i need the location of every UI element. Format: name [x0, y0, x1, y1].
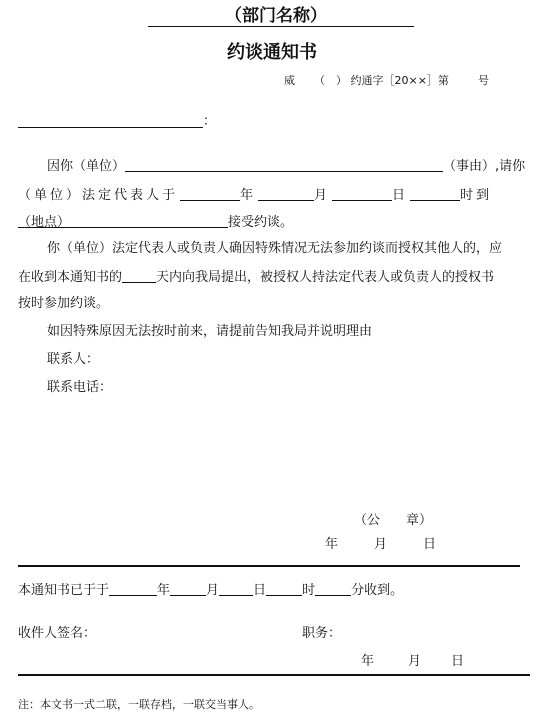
body-para3: 如因特殊原因无法按时前来，请提前告知我局并说明理由: [47, 324, 373, 339]
para2-l2b: 天内向我局提出，被授权人持法定代表人或负责人的授权书: [156, 270, 495, 285]
p1-start: 因你（单位）: [47, 159, 126, 174]
divider-bottom: [18, 674, 530, 676]
document-title: 约谈通知书: [227, 42, 317, 63]
receipt-signer-label: 收件人签名：: [18, 626, 97, 641]
receipt-month: 月: [206, 583, 220, 598]
body-para2-line2: [18, 268, 494, 286]
seal-label: （公 章）: [354, 513, 433, 528]
doc-no-prefix: 威: [284, 74, 295, 87]
receipt-hour-blank: [266, 581, 302, 596]
receipt-year: 年: [157, 583, 171, 598]
document-number: [284, 74, 489, 88]
body-line-2: [18, 186, 492, 204]
days-blank: [122, 268, 156, 283]
doc-no-mid: 约通字［20××］第: [350, 74, 449, 87]
seal-day: 日: [423, 537, 437, 552]
month-blank: [258, 186, 314, 201]
receipt-position-label: 职务：: [302, 626, 342, 641]
receipt-date: [361, 654, 464, 670]
receipt-date-day: 日: [451, 654, 465, 669]
divider-top: [18, 565, 520, 567]
department-underline: [148, 26, 414, 27]
p2-hour: 时到: [460, 188, 493, 203]
body-para2-line1: 你（单位）法定代表人或负责人确因特殊情况无法参加约谈而授权其他人的，应: [47, 241, 503, 256]
year-blank: [180, 186, 240, 201]
body-line-3: [18, 213, 293, 231]
contact-phone-label: 联系电话：: [47, 380, 113, 395]
receipt-minute-blank: [315, 581, 351, 596]
receipt-date-year: 年: [361, 654, 375, 669]
p3-place: （地点）: [18, 215, 71, 230]
place-blank: [18, 213, 228, 228]
p1-matter: （事由）,请你: [443, 159, 526, 174]
seal-month: 月: [374, 537, 388, 552]
receipt-end: 分收到。: [351, 583, 404, 598]
body-line-1: [47, 157, 525, 175]
addressee-blank: [18, 127, 203, 128]
p2-year: 年: [240, 188, 257, 203]
receipt-month-blank: [170, 581, 206, 596]
seal-year: 年: [325, 537, 339, 552]
receipt-start: 本通知书已于于: [18, 583, 110, 598]
body-para2-line3: 按时参加约谈。: [18, 296, 110, 311]
p2-unit: （单位）法定代表人于: [18, 188, 179, 203]
p3-end: 接受约谈。: [228, 215, 294, 230]
doc-no-paren: （ ）: [314, 74, 347, 87]
addressee-colon: ：: [203, 114, 217, 129]
receipt-hour: 时: [302, 583, 316, 598]
hour-blank: [410, 186, 460, 201]
receipt-day: 日: [253, 583, 267, 598]
footer-note: 注：本文书一式二联，一联存档，一联交当事人。: [18, 698, 260, 711]
p2-month: 月: [314, 188, 331, 203]
receipt-year-blank: [109, 581, 157, 596]
para2-l2a: 在收到本通知书的: [18, 270, 123, 285]
matter-blank: [125, 157, 443, 172]
receipt-line: [18, 581, 403, 599]
receipt-date-month: 月: [408, 654, 422, 669]
day-blank: [332, 186, 392, 201]
p2-day: 日: [392, 188, 409, 203]
contact-person-label: 联系人：: [47, 352, 100, 367]
receipt-day-blank: [219, 581, 253, 596]
seal-date: [325, 537, 436, 553]
department-name: （部门名称）: [225, 6, 327, 26]
doc-no-suffix: 号: [477, 74, 489, 87]
